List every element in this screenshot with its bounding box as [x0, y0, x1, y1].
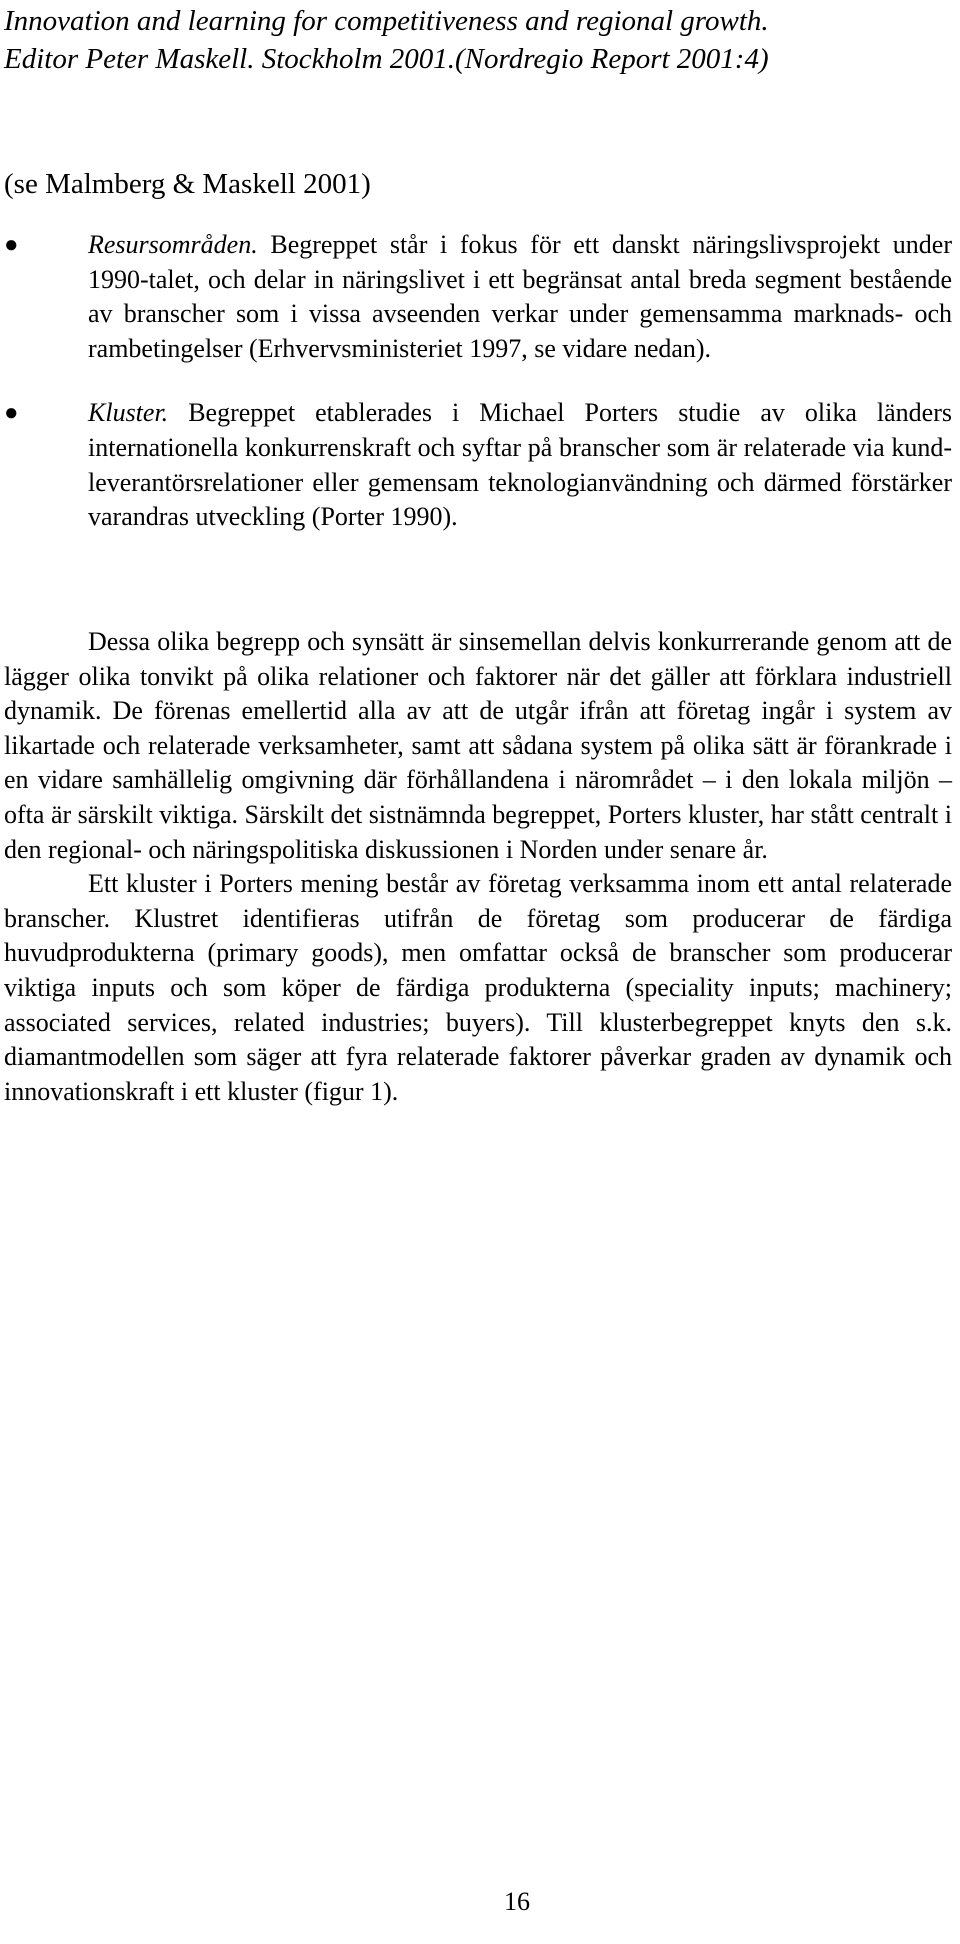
paragraph: Ett kluster i Porters mening består av företag verksamma inom ett antal relaterade branscher. Klustret identifieras utifrån de företag som producerar de färdiga huvudprodukterna (primary goods), men omfattar också de branscher som producerar viktiga inputs och som köper de färdiga produkterna (speciality inputs; machinery; associated services, related industries; buyers). Till klusterbegreppet knyts den s.k. diamantmodellen som säger att fyra relaterade faktorer påverkar graden av dynamik och innovationskraft i ett kluster (figur 1).	[4, 869, 952, 1106]
list-item-text	[4, 228, 952, 366]
list-item-text	[4, 396, 952, 534]
definition-list	[4, 228, 952, 535]
body-text	[4, 625, 952, 1109]
list-item-term: Resursområden.	[88, 230, 258, 259]
list-item	[4, 228, 952, 366]
list-item-body: Begreppet etablerades i Michael Porters studie av olika länders internationella konkurrenskraft och syftar på branscher som är relaterade via kund-leverantörsrelationer eller gemensam teknologianvändning och därmed förstärker varandras utveckling (Porter 1990).	[88, 398, 952, 532]
running-header	[4, 2, 944, 78]
paragraph: Dessa olika begrepp och synsätt är sinsemellan delvis konkurrerande genom att de lägger olika tonvikt på olika relationer och faktorer när det gäller att förklara industriell dynamik. De förenas emellertid alla av att de utgår ifrån att företag ingår i system av likartade och relaterade verksamheter, samt att sådana system på olika sätt är förankrade i en vidare samhällelig omgivning där förhållandena i närområdet – i den lokala miljön – ofta är särskilt viktiga. Särskilt det sistnämnda begreppet, Porters kluster, har stått centralt i den regional- och näringspolitiska diskussionen i Norden under senare år.	[4, 627, 952, 864]
reference-line: (se Malmberg & Maskell 2001)	[4, 168, 371, 200]
bullet-icon: ●	[4, 232, 19, 258]
header-line-2: Editor Peter Maskell. Stockholm 2001.(Nordregio Report 2001:4)	[4, 43, 769, 75]
list-item	[4, 396, 952, 534]
header-line-1: Innovation and learning for competitiveness and regional growth.	[4, 5, 769, 37]
list-item-body: Begreppet står i fokus för ett danskt näringslivsprojekt under 1990-talet, och delar in näringslivet i ett begränsat antal breda segment bestående av branscher som i vissa avseenden verkar under gemensamma marknads- och rambetingelser (Erhvervsministeriet 1997, se vidare nedan).	[88, 230, 952, 363]
list-item-term: Kluster.	[88, 398, 169, 428]
page-number: 16	[504, 1887, 530, 1916]
bullet-icon: ●	[4, 400, 19, 427]
